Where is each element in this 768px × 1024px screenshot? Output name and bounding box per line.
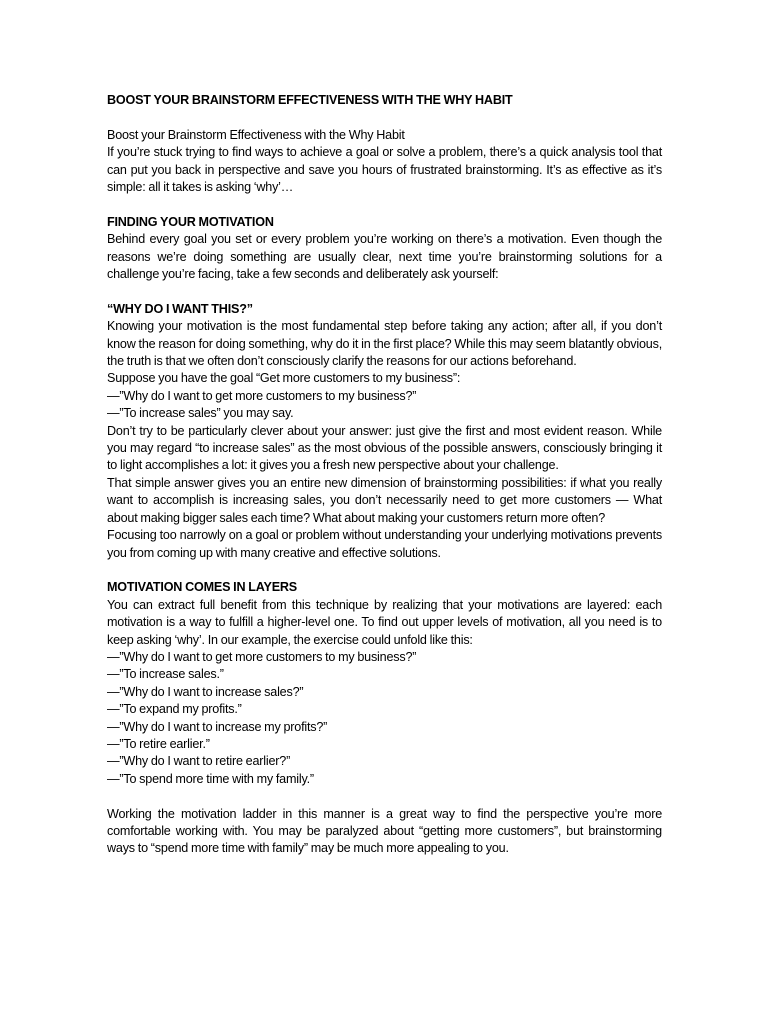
suppose-goal-paragraph: Suppose you have the goal “Get more customers to my business”:: [107, 371, 461, 386]
ladder-line: —”To expand my profits.”: [107, 702, 242, 717]
ladder-line: —”To retire earlier.”: [107, 736, 210, 751]
intro-paragraph: If you’re stuck trying to find ways to achieve a goal or solve a problem, there’s a quick analysis tool that can put you back in perspective and save you hours of frustrated brainstorming. It’s as effective as it’s simple: all it takes is asking ‘why’…: [107, 145, 662, 195]
ladder-line: —”Why do I want to retire earlier?”: [107, 754, 291, 769]
section-heading-why-do-i-want-this: “WHY DO I WANT THIS?”: [107, 301, 253, 316]
section-heading-finding-motivation: FINDING YOUR MOTIVATION: [107, 214, 274, 229]
document-page: [107, 92, 662, 858]
clever-answer-paragraph: Don’t try to be particularly clever about your answer: just give the first and most evident reason. While you may regard “to increase sales” as the most obvious of the possible answers, consciously bringing it to light accomplishes a lot: it gives you a fresh new perspective about your challenge.: [107, 423, 662, 473]
section-heading-motivation-layers: MOTIVATION COMES IN LAYERS: [107, 580, 297, 595]
closing-paragraph: Working the motivation ladder in this manner is a great way to find the perspective you’re more comfortable working with. You may be paralyzed about “getting more customers”, but brainstorming ways to “spend more time with family” may be much more appealing to you.: [107, 806, 662, 856]
spacer: [107, 788, 662, 805]
ladder-line: —”To increase sales.”: [107, 667, 224, 682]
knowing-motivation-paragraph: Knowing your motivation is the most fundamental step before taking any action; after all, if you don’t know the reason for doing something, why do it in the first place? While this may seem blatantly obvious, the truth is that we often don’t consciously clarify the reasons for our actions beforehand.: [107, 319, 662, 369]
ladder-line: —”To spend more time with my family.”: [107, 771, 314, 786]
spacer: [107, 196, 662, 213]
ladder-line: —”Why do I want to increase sales?”: [107, 684, 304, 699]
document-subtitle: Boost your Brainstorm Effectiveness with the Why Habit: [107, 127, 405, 142]
spacer: [107, 109, 662, 126]
spacer: [107, 283, 662, 300]
focusing-narrowly-paragraph: Focusing too narrowly on a goal or problem without understanding your underlying motivations prevents you from coming up with many creative and effective solutions.: [107, 528, 662, 560]
spacer: [107, 562, 662, 579]
finding-motivation-paragraph: Behind every goal you set or every problem you’re working on there’s a motivation. Even though the reasons we’re doing something are usually clear, next time you’re brainstorming solutions for a challenge you’re facing, take a few seconds and deliberately ask yourself:: [107, 232, 662, 282]
ladder-line: —”Why do I want to increase my profits?”: [107, 719, 328, 734]
dialogue-question: —”Why do I want to get more customers to my business?”: [107, 388, 417, 403]
ladder-line: —”Why do I want to get more customers to my business?”: [107, 649, 417, 664]
dialogue-answer: —”To increase sales” you may say.: [107, 406, 294, 421]
new-dimension-paragraph: That simple answer gives you an entire new dimension of brainstorming possibilities: if what you really want to accomplish is increasing sales, you don’t necessarily need to get more customers — What about making bigger sales each time? What about making your customers return more often?: [107, 475, 662, 525]
layers-paragraph: You can extract full benefit from this technique by realizing that your motivations are layered: each motivation is a way to fulfill a higher-level one. To find out upper levels of motivation, all you need is to keep asking ‘why’. In our example, the exercise could unfold like this:: [107, 597, 662, 647]
document-title: BOOST YOUR BRAINSTORM EFFECTIVENESS WITH THE WHY HABIT: [107, 93, 513, 107]
